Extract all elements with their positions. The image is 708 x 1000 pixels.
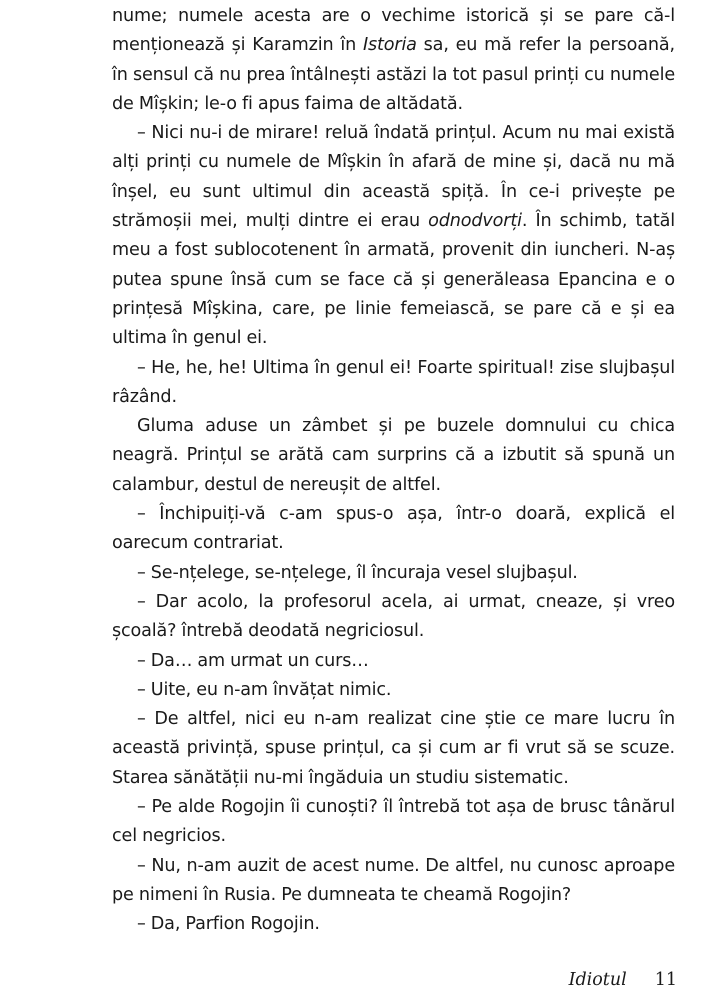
italic-text: Istoria — [362, 35, 417, 56]
paragraph — [112, 500, 675, 559]
paragraph — [112, 910, 675, 939]
text-segment: – Se-nțelege, se-nțelege, îl încuraja vesel slujbașul. — [137, 562, 578, 583]
paragraph — [112, 412, 675, 500]
text-segment: – Nu, n-am auzit de acest nume. De altfel, nu cunosc aproape pe nimeni în Rusia. Pe dumneata te cheamă Rogojin? — [112, 855, 675, 905]
running-title: Idiotul — [568, 970, 627, 990]
text-segment: sa, eu mă refer la persoană, în sensul că nu prea întâlnești astăzi la tot pasul prinți cu numele de Mîșkin; le-o fi apus faima de altădată. — [112, 35, 675, 114]
paragraph — [112, 793, 675, 852]
paragraph — [112, 647, 675, 676]
text-segment: – De altfel, nici eu n-am realizat cine știe ce mare lucru în această privință, spuse prințul, ca și cum ar fi vrut să se scuze. Starea sănătății nu-mi îngăduia un studiu sistematic. — [112, 709, 675, 788]
text-segment: – Uite, eu n-am învățat nimic. — [137, 679, 392, 700]
paragraph — [112, 588, 675, 647]
paragraph — [112, 705, 675, 793]
page-footer — [569, 970, 677, 990]
text-segment: – Dar acolo, la profesorul acela, ai urmat, cneaze, și vreo școală? întrebă deodată negriciosul. — [112, 591, 675, 642]
paragraph — [112, 119, 675, 353]
text-segment: – Nici nu-i de mirare! reluă îndată prințul. Acum nu mai există alți prinți cu numele de Mîșkin în afară de mine și, dacă nu mă înșel, eu sunt ultimul din această spiță. În ce-i privește pe strămoșii mei, mulți dintre ei erau — [112, 123, 675, 232]
paragraph — [112, 676, 675, 705]
text-segment: – He, he, he! Ultima în genul ei! Foarte spiritual! zise slujbașul râzând. — [112, 357, 675, 407]
paragraph — [112, 559, 675, 588]
paragraph — [112, 852, 675, 911]
page-number: 11 — [654, 970, 677, 990]
page-body — [112, 2, 675, 940]
text-segment: – Închipuiți-vă c-am spus-o așa, într-o doară, explică el oarecum contrariat. — [112, 504, 675, 554]
text-segment: . În schimb, tatăl meu a fost sublocotenent în armată, provenit din iuncheri. N-aș putea spune însă cum se face că și generăleasa Epancina e o prințesă Mîșkina, care, pe linie femeiască, se pare că e și ea ultima în genul ei. — [112, 211, 675, 349]
text-segment: – Da… am urmat un curs… — [137, 650, 369, 671]
text-segment: – Pe alde Rogojin îi cunoști? îl întrebă tot așa de brusc tânărul cel negricios. — [112, 797, 675, 847]
text-segment: – Da, Parfion Rogojin. — [137, 914, 320, 935]
text-segment: nume; numele acesta are o vechime istorică și se pare că-l menționează și Karamzin în — [112, 6, 675, 56]
text-segment: Gluma aduse un zâmbet și pe buzele domnului cu chica neagră. Prințul se arătă cam surprins că a izbutit să spună un calambur, destul de nereușit de altfel. — [112, 416, 675, 495]
paragraph — [112, 354, 675, 413]
italic-text: odnodvorți — [428, 211, 522, 232]
paragraph — [112, 2, 675, 119]
